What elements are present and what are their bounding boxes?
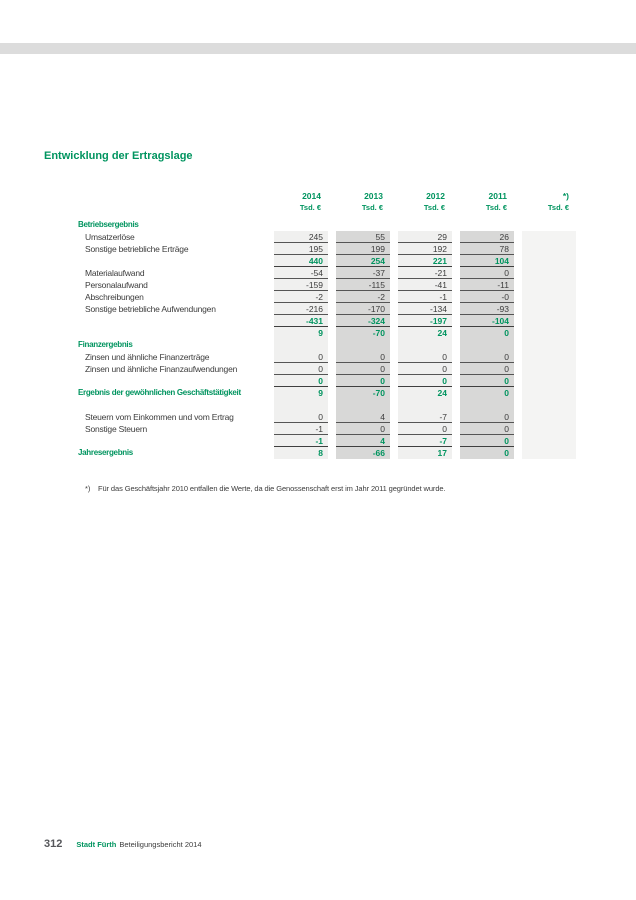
value-cell: -7 bbox=[398, 435, 452, 447]
column-year-header: 2011 bbox=[488, 191, 507, 201]
row-label bbox=[78, 375, 266, 387]
table-row bbox=[78, 411, 568, 423]
value-cell: 24 bbox=[398, 387, 452, 399]
value-cell: 17 bbox=[398, 447, 452, 459]
table-row bbox=[78, 339, 568, 351]
value-cell: -7 bbox=[398, 411, 452, 423]
table-row bbox=[78, 303, 568, 315]
value-cell: -1 bbox=[398, 291, 452, 303]
value-cell: 245 bbox=[274, 231, 328, 243]
value-cell: -93 bbox=[460, 303, 514, 315]
table-row bbox=[78, 291, 568, 303]
value-cell: 0 bbox=[398, 351, 452, 363]
row-label: Personalaufwand bbox=[85, 280, 148, 290]
value-cell: 55 bbox=[336, 231, 390, 243]
value-cell: 0 bbox=[336, 363, 390, 375]
row-label: Betriebsergebnis bbox=[78, 220, 139, 229]
column-unit-header: Tsd. € bbox=[485, 203, 507, 212]
value-cell: -216 bbox=[274, 303, 328, 315]
row-label: Materialaufwand bbox=[85, 268, 145, 278]
value-cell bbox=[460, 219, 514, 231]
value-cell: 0 bbox=[460, 351, 514, 363]
page-footer bbox=[44, 838, 202, 850]
footer-report-title: Beteiligungsbericht 2014 bbox=[119, 840, 202, 849]
value-cell bbox=[522, 363, 576, 375]
value-cell: 0 bbox=[274, 363, 328, 375]
value-cell: -54 bbox=[274, 267, 328, 279]
value-cell: 440 bbox=[274, 255, 328, 267]
value-cell bbox=[522, 303, 576, 315]
value-cell: 104 bbox=[460, 255, 514, 267]
value-cell: 221 bbox=[398, 255, 452, 267]
table-row bbox=[78, 387, 568, 399]
value-cell: 4 bbox=[336, 435, 390, 447]
value-cell bbox=[522, 447, 576, 459]
value-cell: 0 bbox=[336, 423, 390, 435]
value-cell: -170 bbox=[336, 303, 390, 315]
value-cell bbox=[398, 399, 452, 411]
row-label: Zinsen und ähnliche Finanzerträge bbox=[85, 352, 210, 362]
row-label bbox=[78, 327, 266, 339]
value-cell bbox=[522, 255, 576, 267]
table-row bbox=[78, 399, 568, 411]
column-unit-header: Tsd. € bbox=[547, 203, 569, 212]
value-cell bbox=[522, 291, 576, 303]
value-cell bbox=[522, 375, 576, 387]
value-cell: -431 bbox=[274, 315, 328, 327]
page-number: 312 bbox=[44, 838, 63, 850]
table-row bbox=[78, 243, 568, 255]
value-cell: -2 bbox=[336, 291, 390, 303]
value-cell bbox=[522, 231, 576, 243]
value-cell: 0 bbox=[274, 375, 328, 387]
header-label-spacer bbox=[78, 202, 266, 214]
value-cell bbox=[398, 339, 452, 351]
value-cell bbox=[522, 315, 576, 327]
value-cell: -197 bbox=[398, 315, 452, 327]
value-cell: 192 bbox=[398, 243, 452, 255]
value-cell: 24 bbox=[398, 327, 452, 339]
table-header-years bbox=[78, 190, 568, 202]
row-label: Umsatzerlöse bbox=[85, 232, 135, 242]
value-cell: 0 bbox=[460, 387, 514, 399]
value-cell: 0 bbox=[336, 351, 390, 363]
header-label-spacer bbox=[78, 190, 266, 202]
value-cell: 0 bbox=[460, 423, 514, 435]
value-cell bbox=[522, 339, 576, 351]
value-cell: -1 bbox=[274, 435, 328, 447]
table-header-units bbox=[78, 202, 568, 214]
row-label bbox=[78, 255, 266, 267]
value-cell: -70 bbox=[336, 327, 390, 339]
value-cell: 0 bbox=[460, 363, 514, 375]
table-body bbox=[78, 219, 568, 459]
value-cell bbox=[522, 351, 576, 363]
value-cell bbox=[336, 399, 390, 411]
value-cell bbox=[522, 267, 576, 279]
value-cell: -66 bbox=[336, 447, 390, 459]
value-cell bbox=[522, 279, 576, 291]
value-cell bbox=[274, 219, 328, 231]
value-cell: 195 bbox=[274, 243, 328, 255]
value-cell: 9 bbox=[274, 327, 328, 339]
financial-table bbox=[78, 190, 568, 459]
row-label: Steuern vom Einkommen und vom Ertrag bbox=[85, 412, 234, 422]
table-row bbox=[78, 267, 568, 279]
table-row bbox=[78, 327, 568, 339]
row-label bbox=[78, 399, 266, 411]
column-year-header: 2014 bbox=[302, 191, 321, 201]
table-row bbox=[78, 351, 568, 363]
value-cell bbox=[274, 339, 328, 351]
value-cell: 0 bbox=[398, 423, 452, 435]
row-label: Jahresergebnis bbox=[78, 448, 133, 457]
value-cell: -1 bbox=[274, 423, 328, 435]
row-label: Sonstige betriebliche Erträge bbox=[85, 244, 189, 254]
value-cell: 0 bbox=[274, 351, 328, 363]
value-cell: 0 bbox=[460, 411, 514, 423]
value-cell bbox=[522, 435, 576, 447]
table-row bbox=[78, 423, 568, 435]
value-cell: 4 bbox=[336, 411, 390, 423]
value-cell bbox=[274, 399, 328, 411]
value-cell: 0 bbox=[398, 363, 452, 375]
page-top-bar bbox=[0, 43, 636, 54]
value-cell bbox=[522, 243, 576, 255]
column-unit-header: Tsd. € bbox=[299, 203, 321, 212]
value-cell: -159 bbox=[274, 279, 328, 291]
value-cell: 199 bbox=[336, 243, 390, 255]
value-cell: 0 bbox=[336, 375, 390, 387]
value-cell bbox=[460, 339, 514, 351]
value-cell bbox=[522, 423, 576, 435]
row-label bbox=[78, 435, 266, 447]
value-cell: 0 bbox=[460, 375, 514, 387]
value-cell bbox=[336, 219, 390, 231]
value-cell: 0 bbox=[460, 267, 514, 279]
value-cell bbox=[460, 399, 514, 411]
column-unit-header: Tsd. € bbox=[423, 203, 445, 212]
footer-publisher: Stadt Fürth bbox=[76, 840, 117, 849]
table-row bbox=[78, 279, 568, 291]
column-year-header: 2012 bbox=[426, 191, 445, 201]
table-row bbox=[78, 447, 568, 459]
table-row bbox=[78, 315, 568, 327]
value-cell bbox=[398, 219, 452, 231]
table-row bbox=[78, 363, 568, 375]
value-cell: 8 bbox=[274, 447, 328, 459]
column-unit-header: Tsd. € bbox=[361, 203, 383, 212]
row-label: Sonstige betriebliche Aufwendungen bbox=[85, 304, 216, 314]
value-cell: -324 bbox=[336, 315, 390, 327]
value-cell: -115 bbox=[336, 279, 390, 291]
page-title: Entwicklung der Ertragslage bbox=[44, 150, 193, 162]
row-label: Abschreibungen bbox=[85, 292, 144, 302]
value-cell bbox=[522, 399, 576, 411]
value-cell bbox=[522, 327, 576, 339]
row-label: Ergebnis der gewöhnlichen Geschäftstätigkeit bbox=[78, 388, 241, 397]
column-year-header: 2013 bbox=[364, 191, 383, 201]
value-cell: 0 bbox=[460, 447, 514, 459]
value-cell: -11 bbox=[460, 279, 514, 291]
value-cell: 78 bbox=[460, 243, 514, 255]
table-row bbox=[78, 435, 568, 447]
value-cell: -37 bbox=[336, 267, 390, 279]
value-cell bbox=[522, 411, 576, 423]
value-cell: 29 bbox=[398, 231, 452, 243]
value-cell: -70 bbox=[336, 387, 390, 399]
value-cell: 0 bbox=[398, 375, 452, 387]
value-cell: -41 bbox=[398, 279, 452, 291]
value-cell: -104 bbox=[460, 315, 514, 327]
table-row bbox=[78, 219, 568, 231]
value-cell bbox=[522, 387, 576, 399]
value-cell: 26 bbox=[460, 231, 514, 243]
row-label bbox=[78, 315, 266, 327]
value-cell: 0 bbox=[460, 327, 514, 339]
value-cell: -134 bbox=[398, 303, 452, 315]
value-cell bbox=[336, 339, 390, 351]
footnote-text: Für das Geschäftsjahr 2010 entfallen die Werte, da die Genossenschaft erst im Jahr 2011 gegründet wurde. bbox=[98, 484, 446, 493]
table-row bbox=[78, 255, 568, 267]
column-year-header: *) bbox=[562, 191, 569, 201]
value-cell bbox=[522, 219, 576, 231]
table-row bbox=[78, 231, 568, 243]
row-label: Sonstige Steuern bbox=[85, 424, 148, 434]
value-cell: 0 bbox=[460, 435, 514, 447]
footnote bbox=[85, 484, 445, 493]
row-label: Zinsen und ähnliche Finanzaufwendungen bbox=[85, 364, 238, 374]
footnote-marker: *) bbox=[85, 484, 91, 493]
row-label: Finanzergebnis bbox=[78, 340, 133, 349]
value-cell: -0 bbox=[460, 291, 514, 303]
value-cell: 9 bbox=[274, 387, 328, 399]
value-cell: 0 bbox=[274, 411, 328, 423]
value-cell: -2 bbox=[274, 291, 328, 303]
value-cell: 254 bbox=[336, 255, 390, 267]
table-row bbox=[78, 375, 568, 387]
value-cell: -21 bbox=[398, 267, 452, 279]
